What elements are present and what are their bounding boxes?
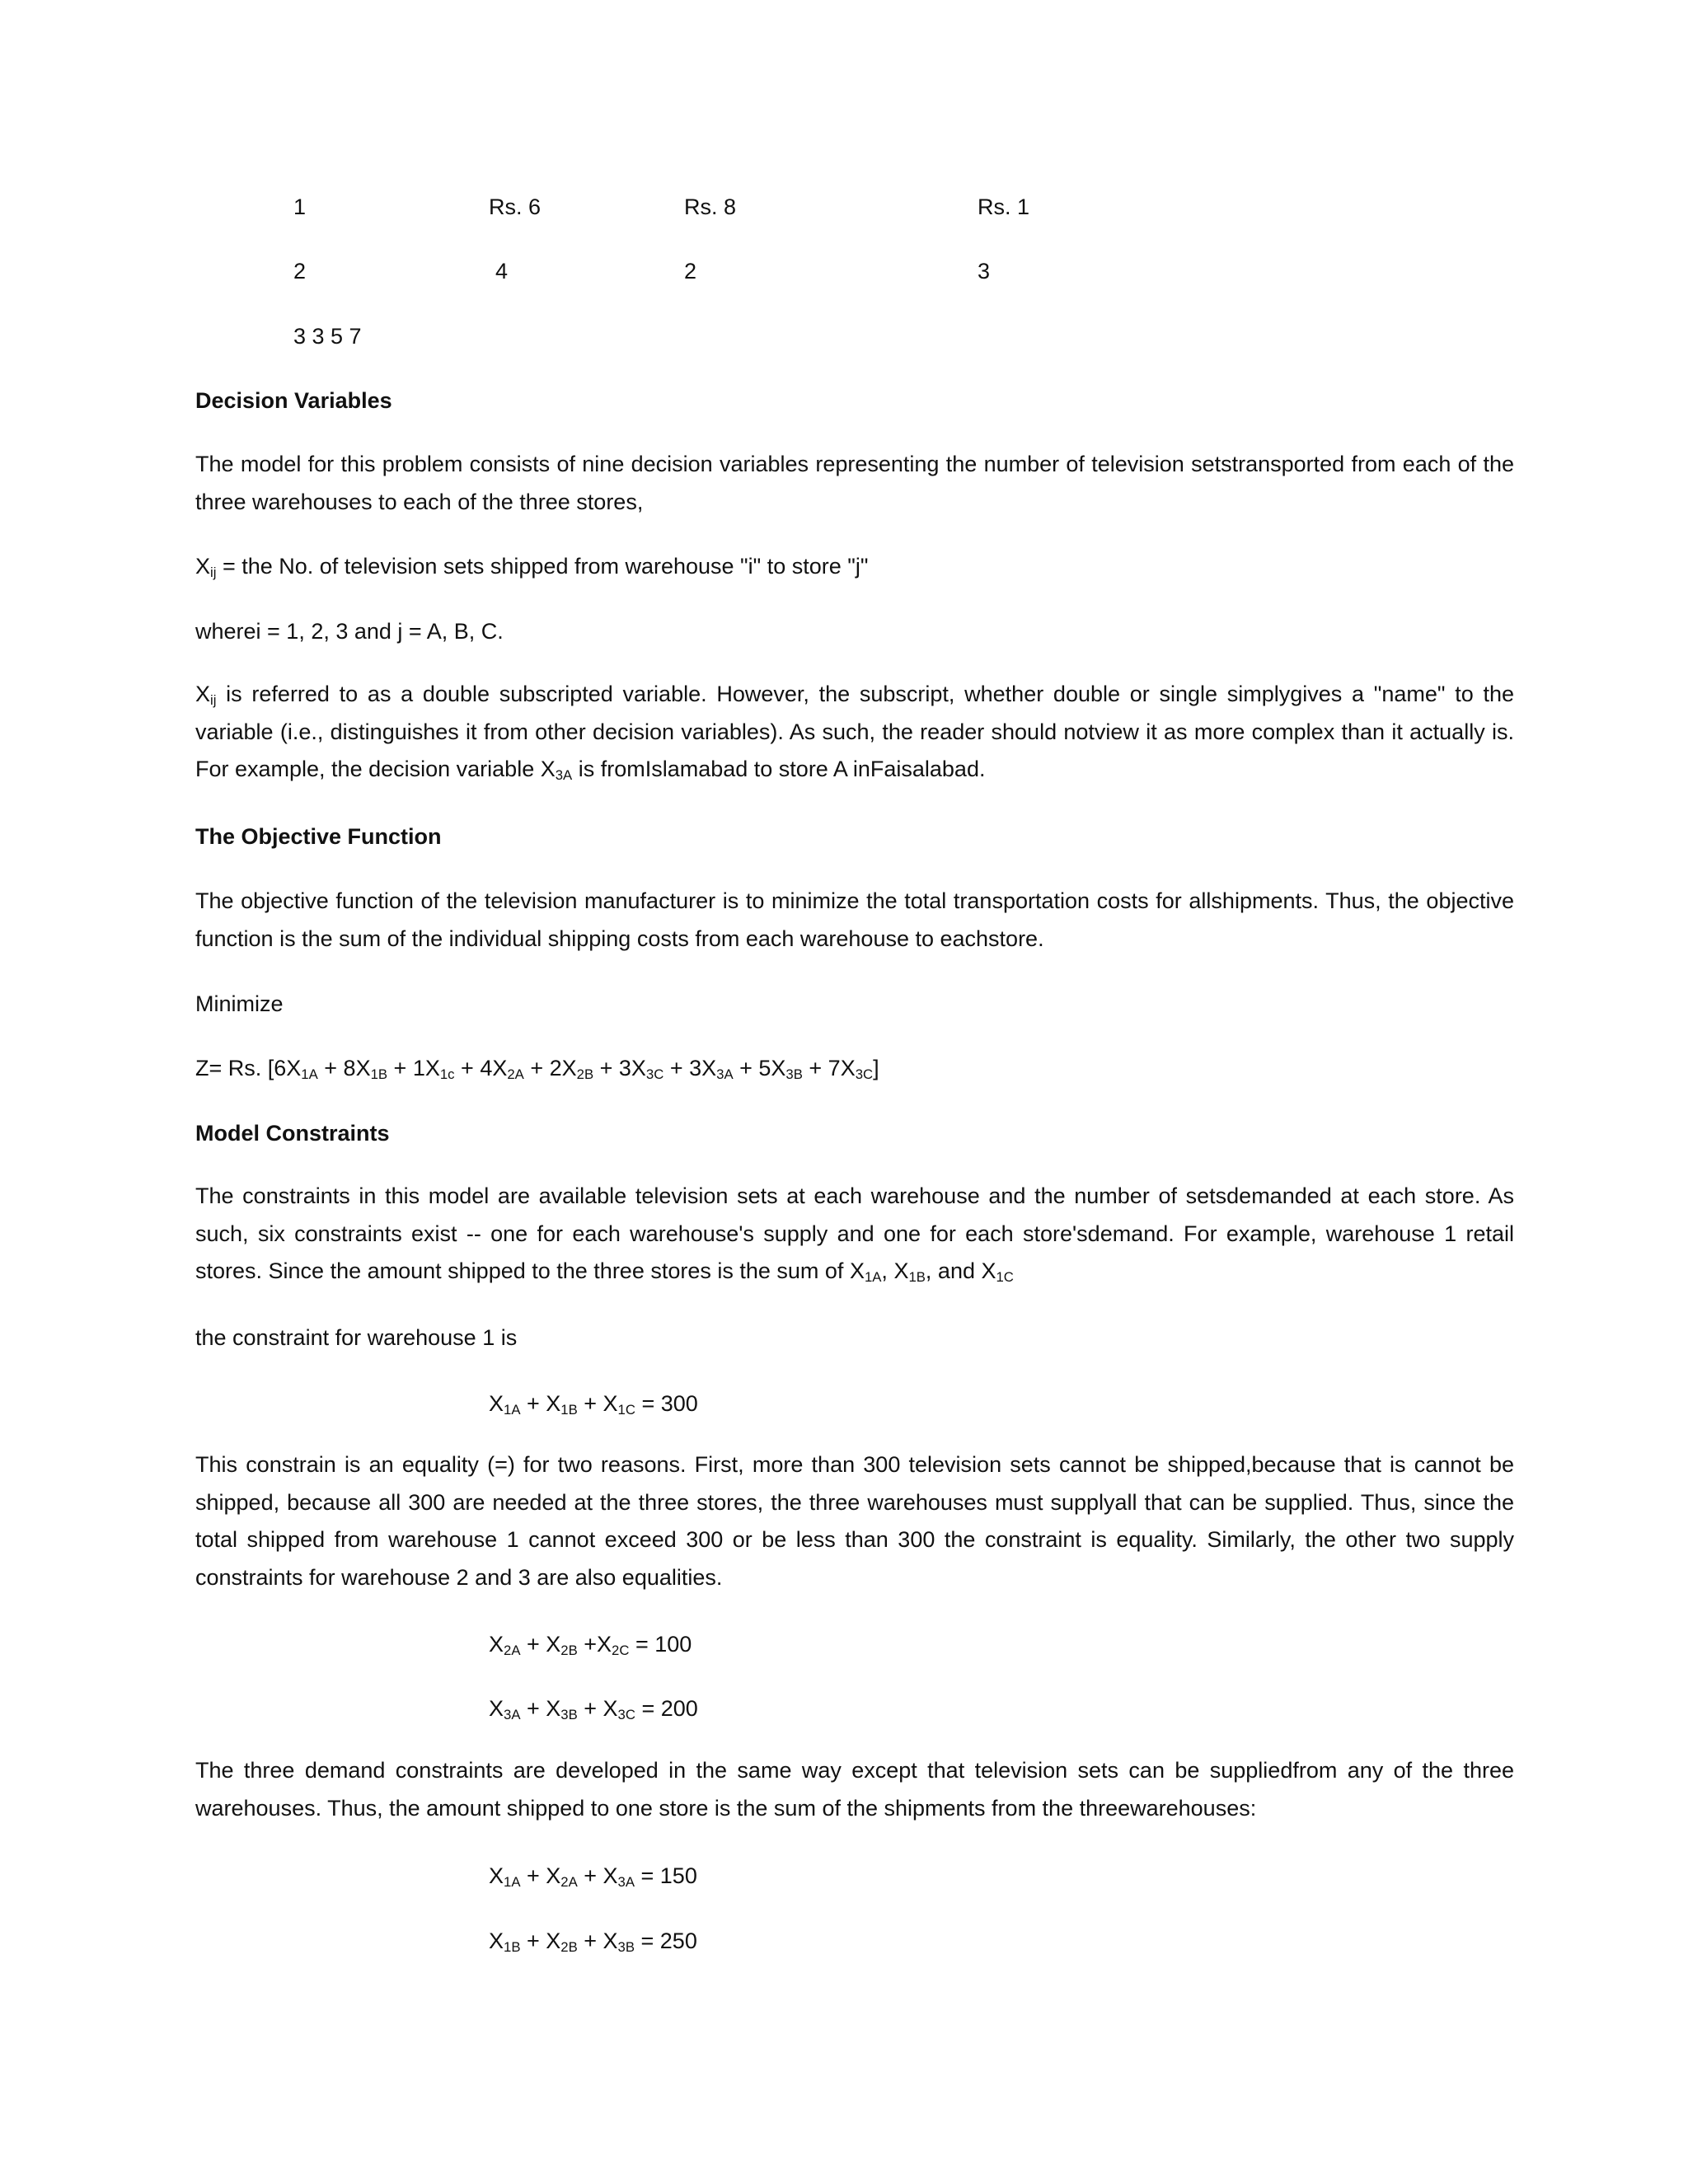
variable-symbol: X bbox=[195, 554, 211, 579]
warehouse-number: 2 bbox=[293, 259, 307, 284]
demand-constraints-paragraph: The three demand constraints are developed in the same way except that television sets can be suppliedfrom any of the three warehouses. Thus, the amount shipped to one store is the sum of the shipments from the threewarehouses: bbox=[195, 1758, 1514, 1821]
variable-subscript: ij bbox=[210, 565, 217, 581]
constraints-intro-paragraph: The constraints in this model are available television sets at each warehouse and the number of setsdemanded at each store. As such, six constraints exist -- one for each warehouse's supply and one for each store'sdemand. For example, warehouse 1 retail stores. Since the amount shipped to the three stores is the sum of $X_{1A}$, $X_{1B}$, and $X_{1C}$ bbox=[195, 1183, 1514, 1286]
objective-paragraph: The objective function of the television manufacturer is to minimize the total transportation costs for allshipments. Thus, the objective function is the sum of the individual shipping costs from each warehouse to eachstore. bbox=[195, 888, 1514, 951]
index-range: wherei = 1, 2, 3 and j = A, B, C. bbox=[195, 619, 504, 644]
double-subscript-paragraph bbox=[195, 676, 1514, 789]
constraint-equation-store-a: $X_{1A} + X_{2A} + X_{3A} = 150$ bbox=[489, 1863, 697, 1891]
formula-term: $7X_{3C}$ bbox=[828, 1056, 874, 1083]
cost-table-row-3 bbox=[0, 324, 1688, 354]
cost-table-row-2 bbox=[0, 259, 1688, 288]
formula-term: $3X_{3C}$ + bbox=[618, 1056, 690, 1083]
equality-explanation-paragraph: This constrain is an equality (=) for two reasons. First, more than 300 television sets cannot be shipped,because that is cannot be shipped, because all 300 are needed at the three stores, the three warehouses must supplyall that can be supplied. Thus, since the total shipped from warehouse 1 cannot exceed 300 or be less than 300 the constraint is equality. Similarly, the other two supply constraints for warehouse 2 and 3 are also equalities. bbox=[195, 1452, 1514, 1590]
variable-subscript: 3A bbox=[555, 767, 573, 784]
minimize-label: Minimize bbox=[195, 991, 284, 1016]
constraint-equation-warehouse-3: $X_{3A} + X_{3B} + X_{3C} = 200$ bbox=[489, 1696, 698, 1723]
cost-row-text: 3 3 5 7 bbox=[293, 324, 362, 349]
cost-store-a: Rs. 6 bbox=[489, 194, 542, 219]
section-heading-objective: The Objective Function bbox=[195, 824, 442, 849]
variable-definition-text: = the No. of television sets shipped from warehouse "i" to store "j" bbox=[216, 554, 869, 579]
objective-formula bbox=[195, 1056, 879, 1081]
formula-term: $2X_{2B}$ + bbox=[549, 1056, 619, 1083]
formula-term: $1X_{1c}$ + bbox=[412, 1056, 481, 1083]
formula-term: $3X_{3A}$ + bbox=[689, 1056, 759, 1083]
formula-suffix: ] bbox=[873, 1056, 879, 1080]
formula-term: $8X_{1B}$ + bbox=[343, 1056, 413, 1083]
section-heading-constraints: Model Constraints bbox=[195, 1121, 390, 1146]
section-heading-decision-variables: Decision Variables bbox=[195, 388, 392, 413]
formula-prefix: Z= Rs. [ bbox=[195, 1056, 274, 1080]
warehouse-number: 1 bbox=[293, 194, 307, 219]
variable-symbol: X bbox=[195, 682, 211, 706]
cost-store-c: Rs. 1 bbox=[978, 194, 1030, 219]
paragraph-text: is referred to as a double subscripted variable. However, the subscript, whether double or single simplygives a "name" to the variable (i.e., distinguishes it from other decision variables). As such, the reader should notview it as more complex than it actually is. For example, the decision variable bbox=[195, 682, 1514, 781]
formula-term: $6X_{1A}$ + bbox=[274, 1056, 344, 1083]
formula-term: $4X_{2A}$ + bbox=[480, 1056, 550, 1083]
constraint-equation-warehouse-2: $X_{2A} + X_{2B} +X_{2C} = 100$ bbox=[489, 1632, 692, 1659]
cost-store-c: 3 bbox=[978, 259, 991, 284]
constraint-equation-store-b: $X_{1B} + X_{2B} + X_{3B} = 250$ bbox=[489, 1929, 697, 1956]
paragraph-text: is fromIslamabad to store A inFaisalabad. bbox=[572, 757, 986, 781]
formula-term: $5X_{3B}$ + bbox=[758, 1056, 828, 1083]
variable-definition bbox=[195, 554, 868, 579]
cost-store-a: 4 bbox=[495, 259, 509, 284]
variable-subscript: ij bbox=[210, 692, 217, 709]
decision-variables-intro: The model for this problem consists of nine decision variables representing the number of television setstransported from each of the three warehouses to each of the three stores, bbox=[195, 452, 1514, 514]
constraint-equation-warehouse-1: $X_{1A} + X_{1B} + X_{1C} = 300$ bbox=[489, 1391, 698, 1418]
constraint-lead-text: the constraint for warehouse 1 is bbox=[195, 1325, 518, 1350]
variable-symbol: X bbox=[540, 757, 556, 781]
cost-store-b: 2 bbox=[684, 259, 697, 284]
cost-table-row-1 bbox=[0, 194, 1688, 224]
cost-store-b: Rs. 8 bbox=[684, 194, 737, 219]
